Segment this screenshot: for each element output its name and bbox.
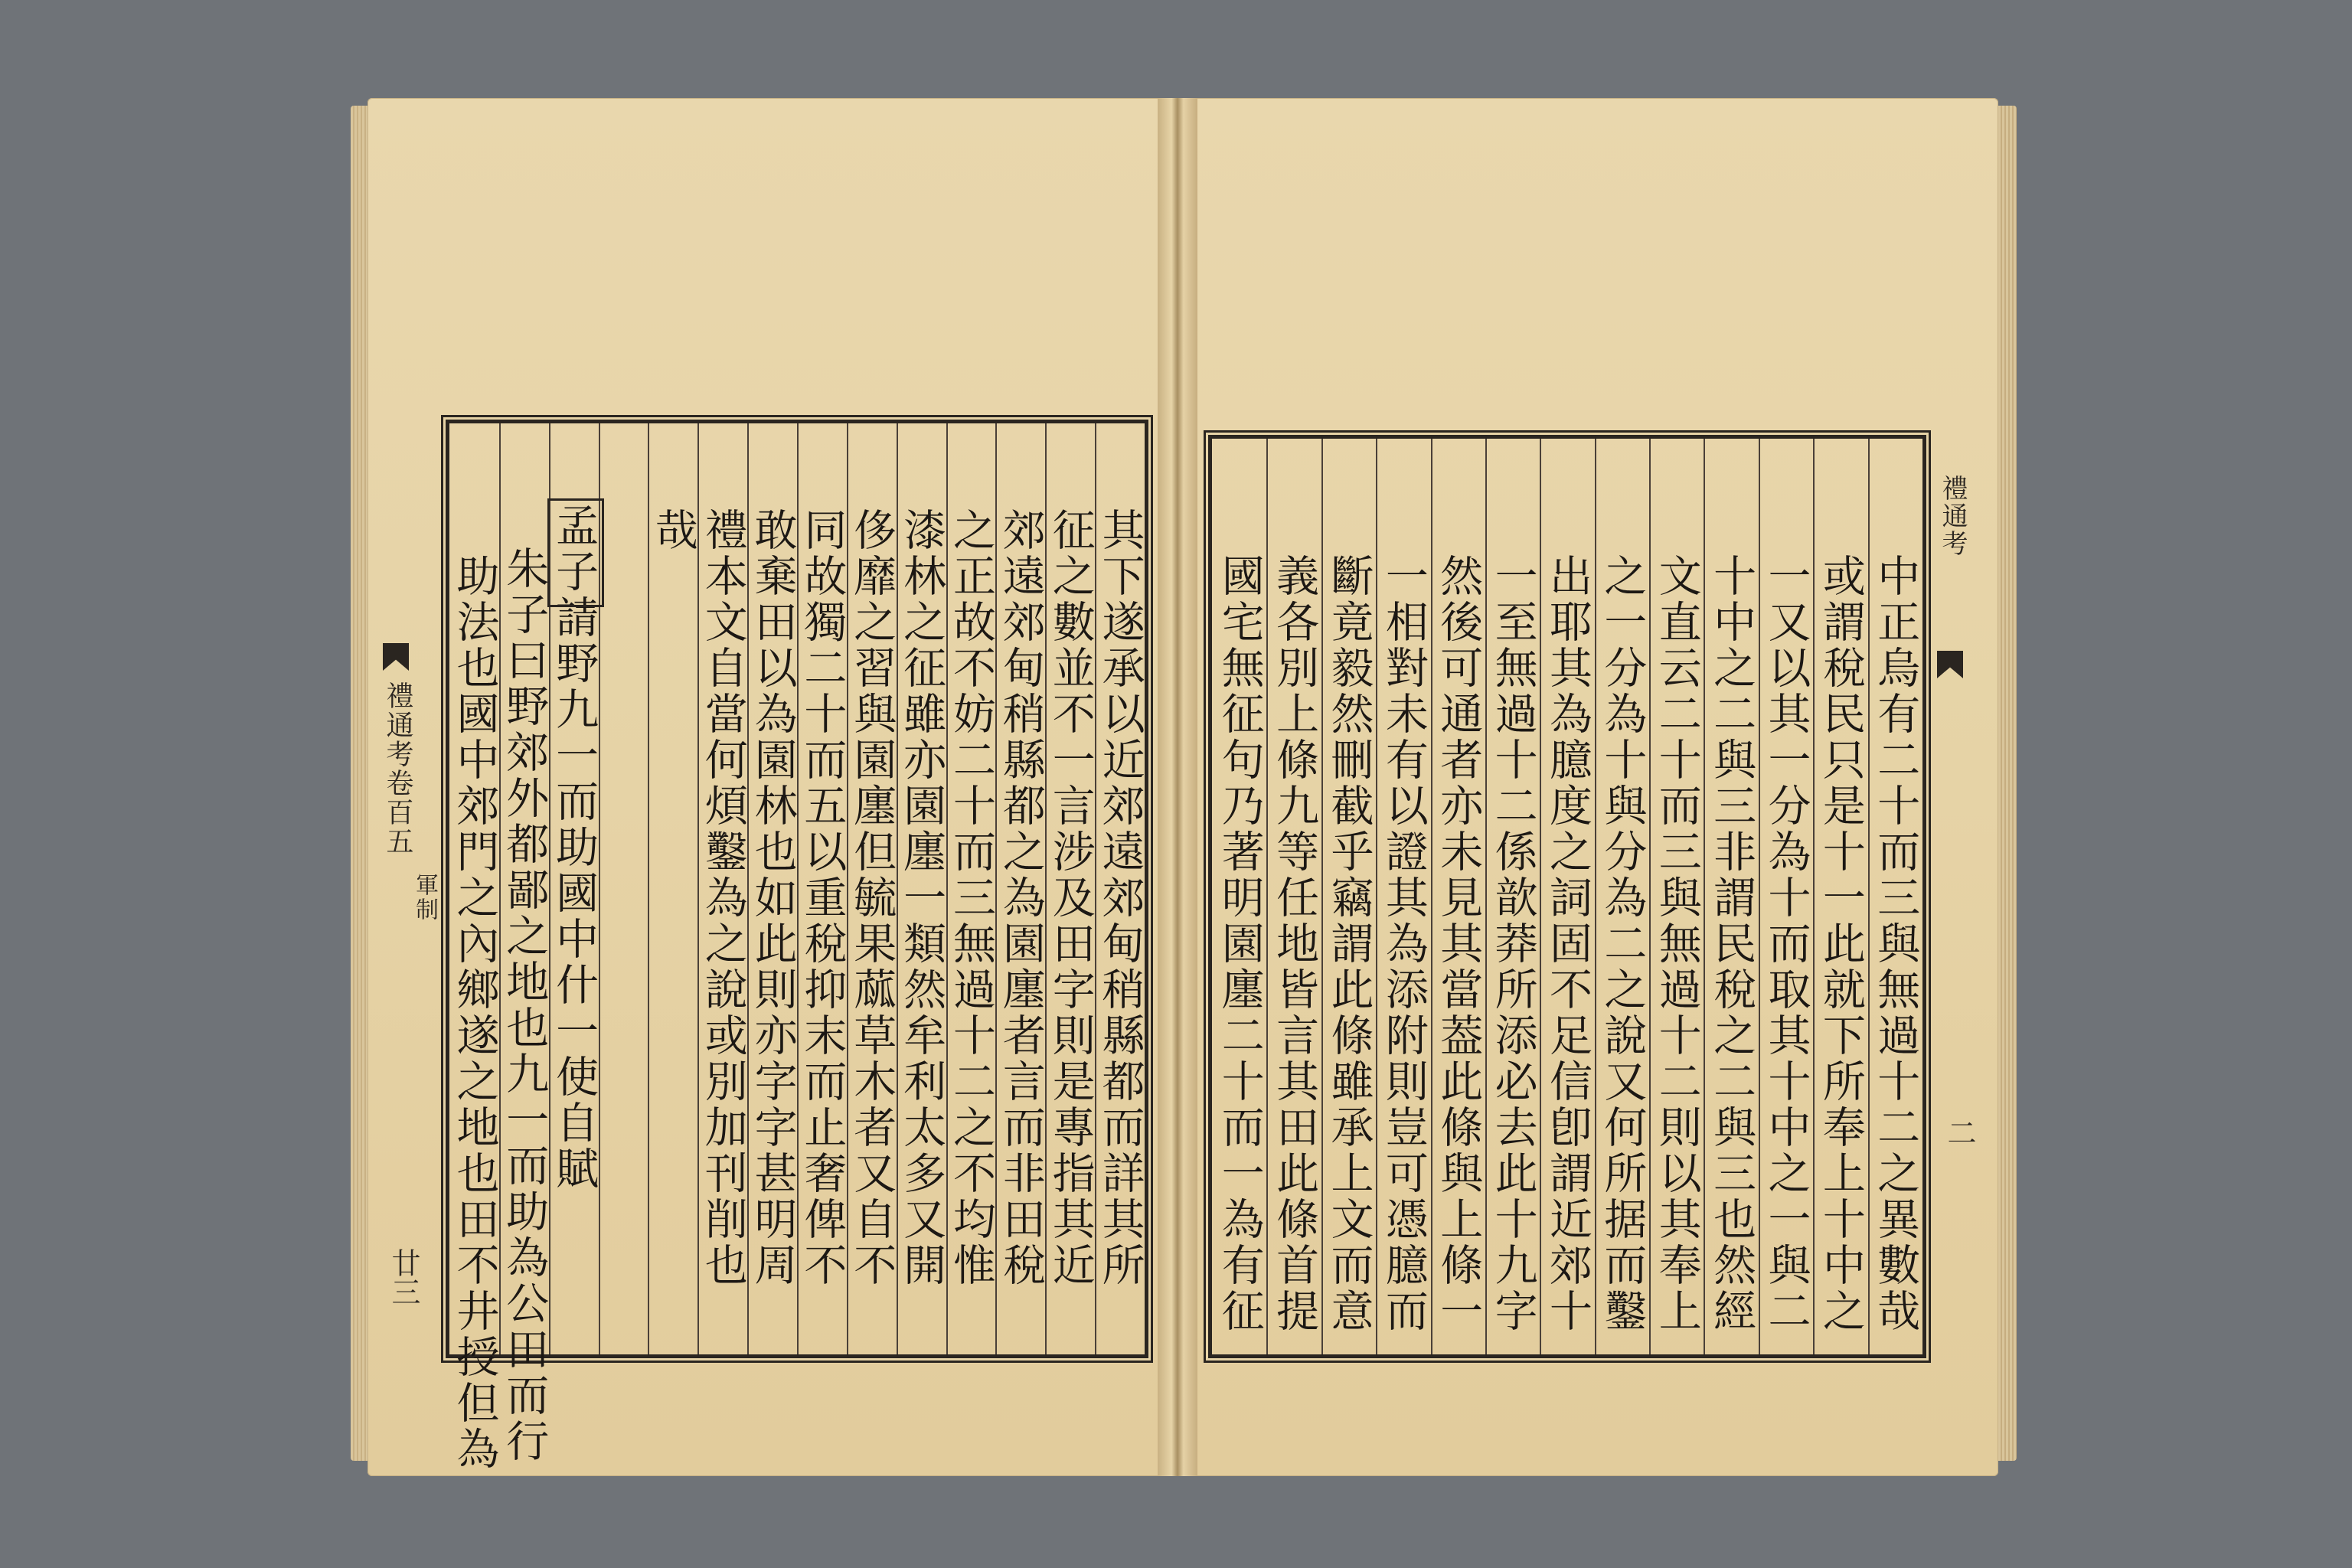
boxed-label-frame: [547, 498, 604, 607]
right-folio: 二: [1942, 1118, 1976, 1147]
text-column: 侈靡之習與園廛但毓果蓏草木者又自不: [847, 508, 897, 1289]
text-column: 同故獨二十而五以重稅抑末而止奢俾不: [797, 508, 848, 1289]
left-text-frame: [446, 420, 1148, 1472]
text-column: 孟子請野九一而助國中什一使自賦: [549, 503, 599, 1192]
text-column: 義各別上條九等任地皆言其田此條首提: [1269, 554, 1320, 1334]
text-column: 之正故不妨二十而三無過十二之不均惟: [946, 508, 996, 1289]
text-column: 然後可通者亦未見其當葢此條與上條一: [1433, 554, 1484, 1334]
left-folio: 廿三: [387, 1248, 420, 1306]
text-column: 十中之二與三非謂民稅之二與三也然經: [1707, 554, 1757, 1334]
text-column: 出耶其為臆度之詞固不足信卽謂近郊十: [1543, 554, 1592, 1334]
text-column: 朱子曰野郊外都鄙之地也九一而助為公田而行: [499, 546, 550, 1465]
text-column: 中正烏有二十而三與無過十二之異數哉: [1870, 554, 1921, 1334]
text-column: 國宅無征句乃著明園廛二十而一為有征: [1214, 554, 1265, 1334]
text-column: 征之數並不一言涉及田字則是專指其近: [1045, 508, 1096, 1289]
text-column: 漆林之征雖亦園廛一類然牟利太多又開: [897, 508, 947, 1289]
text-column: 郊遠郊甸稍縣都之為園廛者言而非田稅: [995, 508, 1046, 1289]
left-center-subtitle: 軍制: [411, 873, 438, 922]
right-center-title: 禮通考: [1937, 475, 1968, 557]
column-rule: [648, 423, 649, 1354]
text-column: 助法也國中郊門之內鄉遂之地也田不井授但為: [449, 554, 500, 1472]
left-center-title: 禮通考卷百五: [382, 681, 413, 856]
text-column: 哉: [648, 508, 698, 554]
text-column: 敢棄田以為園林也如此則亦字字甚明周: [747, 508, 798, 1289]
right-text-frame: [1208, 435, 1926, 1358]
text-column: 之一分為十與分為二之說又何所据而鑿: [1597, 554, 1648, 1334]
text-column: 一相對未有以證其為添附則豈可憑臆而: [1378, 554, 1429, 1334]
book-gutter: [1158, 98, 1197, 1476]
text-column: 斷竟毅然刪截乎竊謂此條雖承上文而意: [1324, 554, 1374, 1334]
text-column: 一又以其一分為十而取其十中之一與二: [1761, 554, 1811, 1334]
text-column: 其下遂承以近郊遠郊甸稍縣都而詳其所: [1095, 508, 1145, 1289]
text-column: 一至無過十二係歆莽所添必去此十九字: [1488, 554, 1538, 1334]
text-column: 禮本文自當何煩鑿為之說或別加刊削也: [697, 508, 748, 1289]
text-column: 或謂稅民只是十一此就下所奉上十中之: [1815, 554, 1866, 1334]
text-column: 文直云二十而三與無過十二則以其奉上: [1651, 554, 1702, 1334]
